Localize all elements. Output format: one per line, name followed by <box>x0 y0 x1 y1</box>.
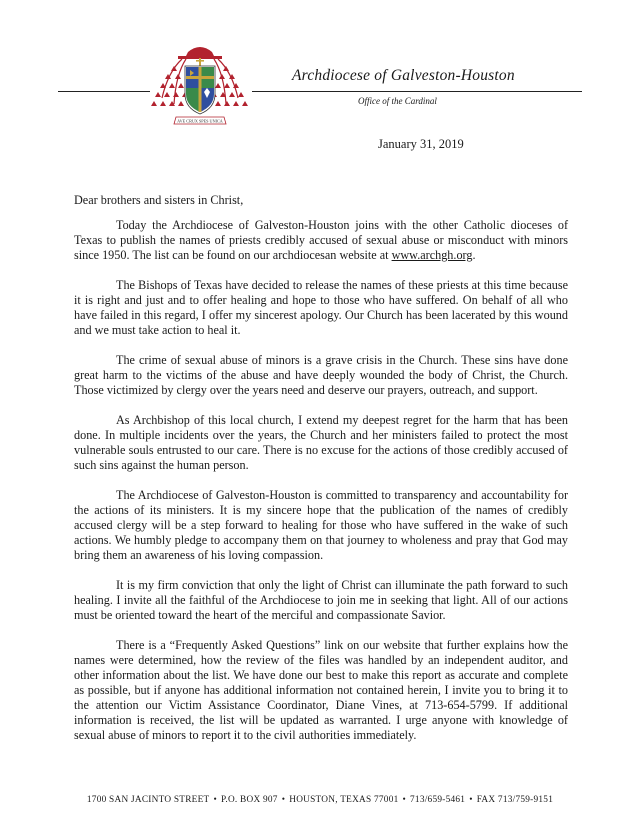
footer-city: HOUSTON, TEXAS 77001 <box>289 795 399 805</box>
footer-separator: • <box>281 795 286 805</box>
paragraph-5: The Archdiocese of Galveston-Houston is committed to transparency and accountability for the actions of its ministers. It is my sincere hope that the publication of the names of credibly accused clergy will be a step forward to healing for those who have suffered in the wake of such actions. We humbly pledge to accompany them on that journey to wholeness and pray that God may bring them an awareness of his loving compassion. <box>74 488 568 562</box>
salutation: Dear brothers and sisters in Christ, <box>74 193 244 207</box>
footer-fax: FAX 713/759-9151 <box>476 795 554 805</box>
paragraph-2: The Bishops of Texas have decided to release the names of these priests at this time because it is right and just and to offer healing and hope to those who have suffered. On behalf of all who have failed in this regard, I offer my sincerest apology. Our Church has been lacerated by this wound and we must take action to heal it. <box>74 278 568 337</box>
footer-separator: • <box>402 795 407 805</box>
office-title: Office of the Cardinal <box>358 96 437 106</box>
footer-po-box: P.O. BOX 907 <box>220 795 278 805</box>
footer-phone: 713/659-5461 <box>410 795 466 805</box>
website-link[interactable]: www.archgh.org <box>391 248 473 262</box>
letterhead-rule-left <box>58 91 150 92</box>
paragraph-1 <box>74 218 568 263</box>
footer-address <box>0 795 640 805</box>
footer-separator: • <box>469 795 473 805</box>
paragraph-7: There is a “Frequently Asked Questions” link on our website that further explains how the names were determined, how the review of the files was handled by an independent auditor, and other information about the list. We have done our best to make this report as accurate and complete as possible, but if anyone has additional information not contained herein, I invite you to bring it to the attention our Victim Assistance Coordinator, Diane Vines, at 713-654-5799. If additional information is received, the list will be updated as warranted. I urge anyone with knowledge of sexual abuse of minors to report it to the civil authorities immediately. <box>74 638 568 742</box>
letter-date: January 31, 2019 <box>378 137 464 151</box>
paragraph-4: As Archbishop of this local church, I extend my deepest regret for the harm that has been done. In multiple incidents over the years, the Church and her ministers failed to protect the most vulnerable souls entrusted to our care. There is no excuse for the actions of those credibly accused of such sins against the human person. <box>74 413 568 472</box>
paragraph-3: The crime of sexual abuse of minors is a grave crisis in the Church. These sins have done great harm to the victims of the abuse and have deeply wounded the body of Christ, the Church. Those victimized by clergy over the years need and deserve our prayers, outreach, and support. <box>74 353 568 397</box>
motto-text: AVE CRUX SPES UNICA <box>177 118 223 124</box>
coat-of-arms-icon <box>148 38 252 130</box>
paragraph-1-end: . <box>472 248 476 262</box>
letter-body <box>74 193 568 758</box>
footer-street: 1700 SAN JACINTO STREET <box>86 795 210 805</box>
paragraph-1-text: Today the Archdiocese of Galveston-Houston joins with the other Catholic dioceses of Texas to publish the names of priests credibly accused of sexual abuse or misconduct with minors since 1950. The list can be found on our archdiocesan website at <box>74 218 568 262</box>
paragraph-6: It is my firm conviction that only the light of Christ can illuminate the path forward to such healing. I invite all the faithful of the Archdiocese to join me in seeking that light. All of our actions must be oriented toward the heart of the merciful and compassionate Savior. <box>74 578 568 622</box>
organization-name: Archdiocese of Galveston-Houston <box>292 67 515 84</box>
footer-separator: • <box>213 795 217 805</box>
letterhead-rule-right <box>252 91 582 92</box>
